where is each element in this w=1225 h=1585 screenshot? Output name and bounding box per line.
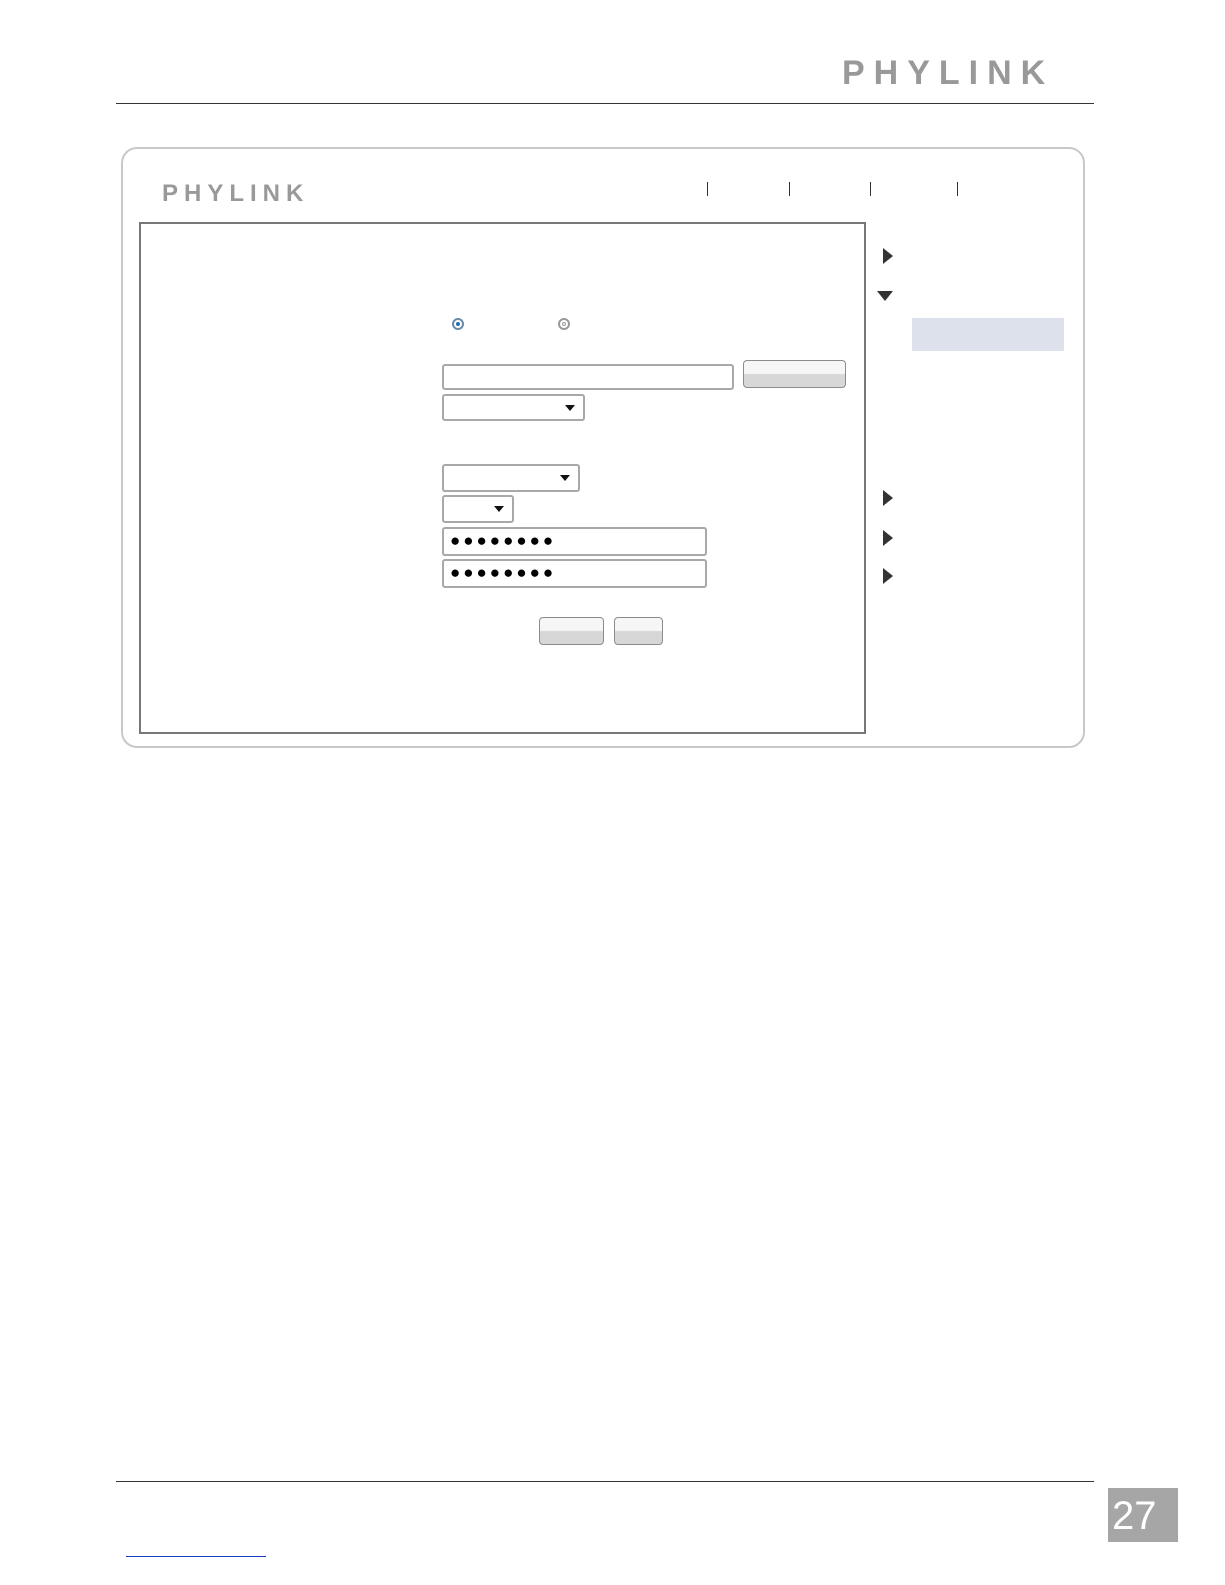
ui-logo: PHYLINK <box>162 180 310 207</box>
cancel-button[interactable] <box>614 617 663 645</box>
page-number: 27 <box>1112 1494 1157 1538</box>
menu-collapsed-arrow-icon[interactable] <box>883 490 893 506</box>
document-logo: PHYLINK <box>842 54 1055 92</box>
nav-separator <box>870 182 871 196</box>
menu-collapsed-arrow-icon[interactable] <box>883 568 893 584</box>
nav-separator <box>957 182 958 196</box>
password-field[interactable]: ●●●●●●●● <box>442 527 707 556</box>
menu-collapsed-arrow-icon[interactable] <box>883 248 893 264</box>
chevron-down-icon <box>494 506 504 512</box>
confirm-password-field[interactable]: ●●●●●●●● <box>442 559 707 588</box>
radio-option-selected[interactable] <box>452 318 464 330</box>
submenu-item-selected[interactable] <box>912 318 1064 351</box>
chevron-down-icon <box>565 405 575 411</box>
dropdown-select[interactable] <box>442 394 585 421</box>
dropdown-select[interactable] <box>442 464 580 492</box>
text-input[interactable] <box>442 364 734 390</box>
browse-button[interactable] <box>743 360 846 388</box>
footer-link-underline[interactable] <box>126 1556 266 1557</box>
chevron-down-icon <box>560 475 570 481</box>
footer-divider <box>116 1481 1094 1482</box>
menu-collapsed-arrow-icon[interactable] <box>883 530 893 546</box>
header-divider <box>116 103 1094 104</box>
menu-expanded-arrow-icon[interactable] <box>877 291 893 301</box>
nav-separator <box>707 182 708 196</box>
dropdown-select-small[interactable] <box>442 495 514 523</box>
radio-option-unselected[interactable] <box>558 318 570 330</box>
apply-button[interactable] <box>539 617 604 645</box>
nav-separator <box>789 182 790 196</box>
